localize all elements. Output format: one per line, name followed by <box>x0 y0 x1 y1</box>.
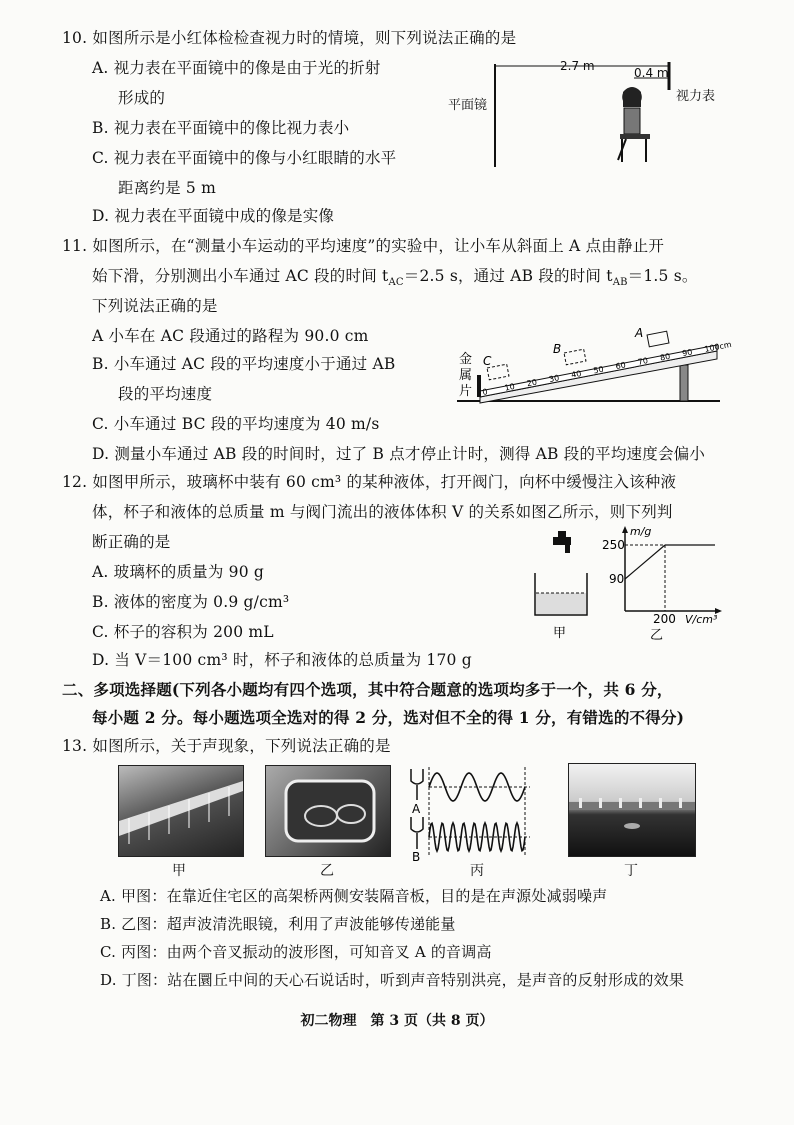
ruler-tick-5: 50 <box>592 364 605 376</box>
q13-option-d: D. 丁图：站在圜丘中间的天心石说话时，听到声音特别洪亮，是声音的反射形成的效果 <box>100 971 685 989</box>
ruler-tick-9: 90 <box>681 347 694 359</box>
q12-stem-line1: 12. 如图甲所示，玻璃杯中装有 60 cm³ 的某种液体，打开阀门，向杯中缓慢注入该种液 <box>62 473 677 491</box>
caption-bing: 丙 <box>470 863 484 879</box>
q11-stem-line2: 始下滑，分别测出小车通过 AC 段的时间 $t_{AC}=2.5$ s，通过 AB 段的时间 $t_{AB}=1.5$ s。 <box>92 267 698 289</box>
metal-plate-label-2: 属 <box>459 368 473 383</box>
point-b-label: B <box>553 342 562 356</box>
caption-yi: 乙 <box>320 863 334 879</box>
q10-figure <box>440 52 740 172</box>
glass-cup-icon <box>535 573 587 615</box>
caption-ding: 丁 <box>624 863 638 879</box>
section2-instruction-line2: 每小题 2 分。每小题选项全选对的得 2 分，选对但不全的得 1 分，有错选的不得分) <box>92 708 685 727</box>
section2-instruction-line1: 二、多项选择题(下列各小题均有四个选项，其中符合题意的选项均多于一个，共 6 分， <box>62 680 673 699</box>
ruler-tick-0: 0 <box>481 387 489 397</box>
faucet-icon <box>553 531 571 553</box>
q10-option-d: D. 视力表在平面镜中成的像是实像 <box>92 207 335 225</box>
q10-option-a-cont: 形成的 <box>118 89 166 107</box>
figure-yi-caption: 乙 <box>650 628 664 643</box>
photo-yi-ultrasonic-cleaner <box>265 765 391 857</box>
photo-jia-viaduct <box>118 765 244 857</box>
q10-option-a: A. 视力表在平面镜中的像是由于光的折射 <box>92 59 381 77</box>
q11-stem-line1: 11. 如图所示，在“测量小车运动的平均速度”的实验中，让小车从斜面上 A 点由静止开 <box>62 237 665 255</box>
distance-0-4m: 0.4 m <box>634 66 669 80</box>
page-footer: 初二物理 第 3 页（共 8 页） <box>300 1013 494 1029</box>
ruler-tick-1: 10 <box>503 381 516 393</box>
tuning-fork-waveforms <box>405 765 545 864</box>
q10-option-b: B. 视力表在平面镜中的像比视力表小 <box>92 119 350 137</box>
ruler-tick-7: 70 <box>637 356 649 367</box>
q11-option-c: C. 小车通过 BC 段的平均速度为 40 m/s <box>92 415 380 433</box>
q12-option-a: A. 玻璃杯的质量为 90 g <box>92 563 265 581</box>
eye-chart-label: 视力表 <box>676 89 716 104</box>
y-tick-250: 250 <box>602 538 625 552</box>
q10-option-c: C. 视力表在平面镜中的像与小红眼睛的水平 <box>92 149 397 167</box>
q11-stem-line3: 下列说法正确的是 <box>92 297 218 315</box>
q11-option-a: A 小车在 AC 段通过的路程为 90.0 cm <box>92 327 369 345</box>
q13-option-c: C. 丙图：由两个音叉振动的波形图，可知音叉 A 的音调高 <box>100 943 492 961</box>
q11-option-d: D. 测量小车通过 AB 段的时间时，过了 B 点才停止计时，测得 AB 段的平均速度会偏小 <box>92 445 706 463</box>
q12-stem-line2: 体，杯子和液体的总质量 m 与阀门流出的液体体积 V 的关系如图乙所示，则下列判 <box>92 503 673 521</box>
q12-figure <box>525 525 725 650</box>
fork-a-label: A <box>412 802 421 816</box>
q13-stem: 13. 如图所示，关于声现象，下列说法正确的是 <box>62 737 391 755</box>
y-tick-90: 90 <box>609 572 625 586</box>
y-axis-label: m/g <box>630 525 652 538</box>
q11-option-b-cont: 段的平均速度 <box>118 385 213 403</box>
metal-plate-label-1: 金 <box>459 352 473 367</box>
q12-stem-line3: 断正确的是 <box>92 533 171 551</box>
distance-2-7m: 2.7 m <box>560 59 595 73</box>
ruler-tick-10: 100cm <box>703 339 733 354</box>
q13-option-a: A. 甲图：在靠近住宅区的高架桥两侧安装隔音板，目的是在声源处减弱噪声 <box>100 887 608 905</box>
fork-b-label: B <box>412 850 421 864</box>
q10-option-c-cont: 距离约是 5 m <box>118 179 217 197</box>
mirror-label: 平面镜 <box>448 98 488 113</box>
q11-incline-figure <box>455 325 733 405</box>
x-tick-200: 200 <box>653 612 676 626</box>
photo-ding-circular-mound-altar <box>568 763 696 857</box>
point-c-label: C <box>483 354 492 368</box>
q12-option-b: B. 液体的密度为 0.9 g/cm³ <box>92 593 290 611</box>
caption-jia: 甲 <box>172 863 186 879</box>
figure-jia-caption: 甲 <box>553 626 567 641</box>
q10-stem: 10. 如图所示是小红体检检查视力时的情境，则下列说法正确的是 <box>62 29 517 47</box>
point-a-label: A <box>635 326 644 340</box>
x-axis-label: V/cm³ <box>685 613 718 626</box>
ruler-tick-2: 20 <box>526 377 538 389</box>
metal-plate-label-3: 片 <box>459 384 473 399</box>
ruler-tick-4: 40 <box>570 368 583 380</box>
ruler-tick-3: 30 <box>548 373 560 385</box>
q12-option-c: C. 杯子的容积为 200 mL <box>92 623 274 641</box>
girl-on-chair-icon <box>618 87 650 162</box>
q13-option-b: B. 乙图：超声波清洗眼镜，利用了声波能够传递能量 <box>100 915 456 933</box>
ruler-tick-8: 80 <box>659 351 671 363</box>
q11-option-b: B. 小车通过 AC 段的平均速度小于通过 AB <box>92 355 396 373</box>
q12-option-d: D. 当 V＝100 cm³ 时，杯子和液体的总质量为 170 g <box>92 651 472 669</box>
ruler-tick-6: 60 <box>614 360 627 372</box>
